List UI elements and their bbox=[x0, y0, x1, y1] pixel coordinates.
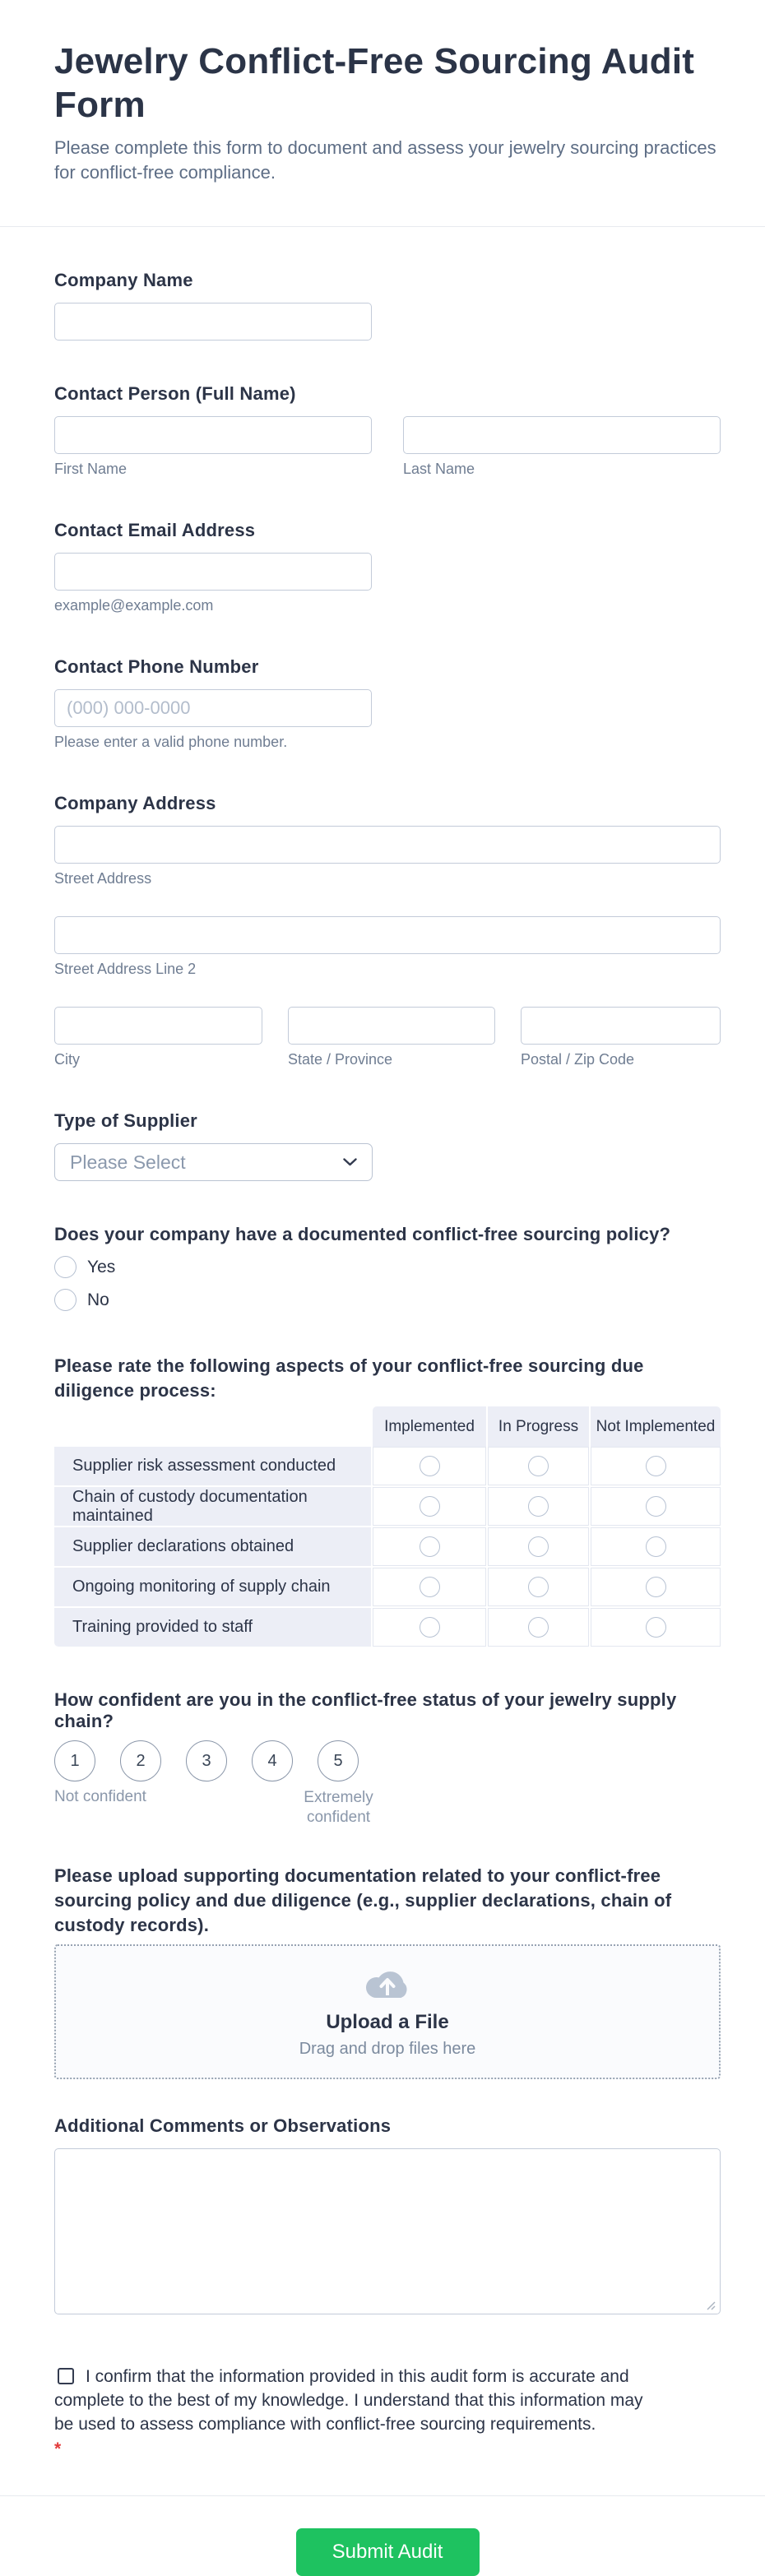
comments-textarea[interactable] bbox=[54, 2148, 721, 2314]
address-label: Company Address bbox=[54, 793, 216, 813]
field-confirmation bbox=[54, 2365, 651, 2459]
field-comments bbox=[54, 2115, 721, 2319]
rating-radio[interactable] bbox=[528, 1456, 549, 1476]
field-email bbox=[54, 520, 721, 614]
rating-radio[interactable] bbox=[528, 1617, 549, 1638]
company-name-label: Company Name bbox=[54, 270, 193, 290]
rating-radio[interactable] bbox=[646, 1617, 666, 1638]
rating-radio[interactable] bbox=[420, 1536, 440, 1557]
rating-cell bbox=[488, 1447, 589, 1485]
confidence-scale bbox=[54, 1740, 721, 1781]
divider bbox=[0, 2495, 765, 2496]
field-confidence bbox=[54, 1689, 721, 1834]
submit-row bbox=[54, 2528, 721, 2576]
rating-cell bbox=[373, 1568, 486, 1606]
email-sublabel: example@example.com bbox=[54, 597, 214, 614]
rating-cell bbox=[591, 1447, 721, 1485]
city-input[interactable] bbox=[54, 1007, 262, 1045]
page-title: Jewelry Conflict-Free Sourcing Audit Form bbox=[54, 41, 695, 125]
table-row-label: Training provided to staff bbox=[54, 1608, 371, 1647]
field-policy-question bbox=[54, 1224, 721, 1311]
rating-cell bbox=[591, 1527, 721, 1566]
upload-label: Please upload supporting documentation related to your conflict-free sourcing policy and due diligence (e.g., supplier declarations, chain of custody records). bbox=[54, 1865, 672, 1935]
rating-radio[interactable] bbox=[646, 1536, 666, 1557]
postal-sublabel: Postal / Zip Code bbox=[521, 1051, 635, 1068]
no-radio[interactable] bbox=[54, 1289, 76, 1311]
supplier-select[interactable] bbox=[54, 1143, 373, 1181]
table-row-label: Ongoing monitoring of supply chain bbox=[54, 1568, 371, 1606]
postal-input[interactable] bbox=[521, 1007, 721, 1045]
required-asterisk: * bbox=[54, 2439, 62, 2458]
phone-label: Contact Phone Number bbox=[54, 656, 259, 677]
state-col bbox=[288, 1007, 495, 1068]
column-header-implemented: Implemented bbox=[373, 1406, 486, 1448]
file-dropzone[interactable] bbox=[54, 1944, 721, 2079]
first-name-input[interactable] bbox=[54, 416, 372, 454]
form-subtitle: Please complete this form to document and assess your jewelry sourcing practices for conflict-free compliance. bbox=[54, 137, 716, 183]
rating-cell bbox=[373, 1527, 486, 1566]
policy-option-no bbox=[54, 1289, 721, 1311]
scale-option-2[interactable]: 2 bbox=[120, 1740, 161, 1781]
table-row-label: Supplier declarations obtained bbox=[54, 1527, 371, 1566]
rating-radio[interactable] bbox=[646, 1456, 666, 1476]
field-phone bbox=[54, 656, 721, 750]
scale-option-3[interactable]: 3 bbox=[186, 1740, 227, 1781]
last-name-col bbox=[403, 416, 721, 477]
contact-person-label: Contact Person (Full Name) bbox=[54, 383, 296, 404]
rating-cell bbox=[591, 1487, 721, 1526]
rating-radio[interactable] bbox=[420, 1456, 440, 1476]
policy-question-label: Does your company have a documented conflict-free sourcing policy? bbox=[54, 1224, 671, 1244]
street-address2-sublabel: Street Address Line 2 bbox=[54, 961, 197, 977]
rating-cell bbox=[591, 1568, 721, 1606]
rating-cell bbox=[488, 1568, 589, 1606]
scale-max-label: Extremely confident bbox=[304, 1789, 373, 1826]
comments-label: Additional Comments or Observations bbox=[54, 2115, 392, 2136]
divider bbox=[0, 226, 765, 227]
scale-option-1[interactable]: 1 bbox=[54, 1740, 95, 1781]
street-address-sublabel: Street Address bbox=[54, 870, 152, 887]
column-header-in-progress: In Progress bbox=[488, 1406, 589, 1448]
rating-table-label: Please rate the following aspects of your conflict-free sourcing due diligence process: bbox=[54, 1355, 644, 1401]
first-name-col bbox=[54, 416, 372, 477]
table-corner-cell bbox=[54, 1406, 371, 1445]
submit-button[interactable]: Submit Audit bbox=[296, 2528, 480, 2576]
street-address-input[interactable] bbox=[54, 826, 721, 864]
rating-cell bbox=[488, 1527, 589, 1566]
policy-option-yes bbox=[54, 1256, 721, 1278]
last-name-sublabel: Last Name bbox=[403, 461, 475, 477]
rating-radio[interactable] bbox=[420, 1577, 440, 1597]
scale-min-label: Not confident bbox=[54, 1788, 146, 1805]
rating-radio[interactable] bbox=[646, 1577, 666, 1597]
rating-cell bbox=[591, 1608, 721, 1647]
rating-cell bbox=[373, 1487, 486, 1526]
yes-radio-label: Yes bbox=[87, 1257, 116, 1276]
field-upload bbox=[54, 1864, 721, 2079]
scale-option-4[interactable]: 4 bbox=[252, 1740, 293, 1781]
field-supplier-type bbox=[54, 1110, 721, 1181]
rating-radio[interactable] bbox=[528, 1577, 549, 1597]
rating-cell bbox=[488, 1608, 589, 1647]
rating-cell bbox=[373, 1608, 486, 1647]
confirm-text: I confirm that the information provided in this audit form is accurate and complete to the best of my knowledge. I understand that this information may be used to assess compliance with conflict-free sourcing requirements. bbox=[54, 2367, 643, 2434]
confirm-checkbox[interactable] bbox=[58, 2368, 74, 2384]
supplier-type-label: Type of Supplier bbox=[54, 1110, 197, 1131]
column-header-not-implemented: Not Implemented bbox=[591, 1406, 721, 1448]
rating-radio[interactable] bbox=[528, 1536, 549, 1557]
confidence-label: How confident are you in the conflict-free status of your jewelry supply chain? bbox=[54, 1689, 677, 1731]
upload-title: Upload a File bbox=[326, 2011, 449, 2033]
email-input[interactable] bbox=[54, 553, 372, 591]
street-address2-input[interactable] bbox=[54, 916, 721, 954]
cloud-upload-icon bbox=[364, 1965, 410, 2001]
company-name-input[interactable] bbox=[54, 303, 372, 341]
city-col bbox=[54, 1007, 262, 1068]
rating-cell bbox=[488, 1487, 589, 1526]
yes-radio[interactable] bbox=[54, 1256, 76, 1278]
chevron-down-icon bbox=[343, 1158, 357, 1166]
rating-radio[interactable] bbox=[528, 1496, 549, 1517]
field-contact-person bbox=[54, 383, 721, 477]
scale-option-5[interactable]: 5 bbox=[318, 1740, 359, 1781]
field-rating-table bbox=[54, 1354, 721, 1647]
city-sublabel: City bbox=[54, 1051, 80, 1068]
table-row-label: Supplier risk assessment conducted bbox=[54, 1447, 371, 1485]
resize-handle[interactable] bbox=[706, 2300, 716, 2310]
rating-radio[interactable] bbox=[646, 1496, 666, 1517]
state-sublabel: State / Province bbox=[288, 1051, 393, 1068]
no-radio-label: No bbox=[87, 1290, 109, 1309]
state-input[interactable] bbox=[288, 1007, 495, 1045]
postal-col bbox=[521, 1007, 721, 1068]
table-row-label: Chain of custody documentation maintained bbox=[54, 1487, 371, 1526]
email-label: Contact Email Address bbox=[54, 520, 256, 540]
rating-radio[interactable] bbox=[420, 1617, 440, 1638]
scale-labels bbox=[54, 1788, 721, 1834]
rating-table bbox=[54, 1406, 721, 1647]
field-company-name bbox=[54, 270, 721, 341]
first-name-sublabel: First Name bbox=[54, 461, 128, 477]
field-address bbox=[54, 793, 721, 1068]
upload-hint: Drag and drop files here bbox=[299, 2040, 476, 2058]
phone-input[interactable] bbox=[54, 689, 372, 727]
rating-radio[interactable] bbox=[420, 1496, 440, 1517]
rating-cell bbox=[373, 1447, 486, 1485]
phone-sublabel: Please enter a valid phone number. bbox=[54, 734, 288, 750]
supplier-select-placeholder: Please Select bbox=[70, 1151, 186, 1173]
last-name-input[interactable] bbox=[403, 416, 721, 454]
